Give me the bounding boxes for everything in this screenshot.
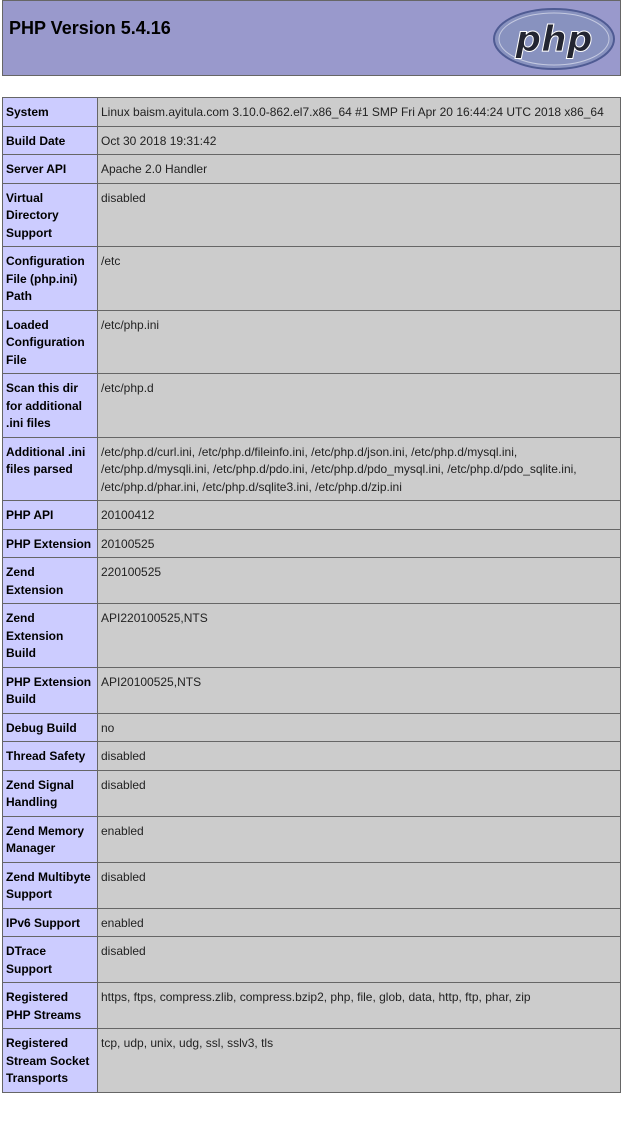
row-label: Zend Multibyte Support [3,862,98,908]
row-label: PHP API [3,501,98,530]
row-label: Zend Signal Handling [3,770,98,816]
info-row [3,437,621,501]
row-label: Zend Extension [3,558,98,604]
row-label: System [3,98,98,127]
row-value: Linux baism.ayitula.com 3.10.0-862.el7.x86_64 #1 SMP Fri Apr 20 16:44:24 UTC 2018 x86_64 [98,98,621,127]
info-row [3,742,621,771]
row-value: 20100525 [98,529,621,558]
info-row [3,501,621,530]
row-label: Zend Extension Build [3,604,98,668]
info-row [3,247,621,311]
row-value: tcp, udp, unix, udg, ssl, sslv3, tls [98,1029,621,1093]
row-label: Loaded Configuration File [3,310,98,374]
info-row [3,908,621,937]
row-value: Apache 2.0 Handler [98,155,621,184]
row-value: /etc [98,247,621,311]
info-row [3,310,621,374]
row-label: Additional .ini files parsed [3,437,98,501]
row-value: disabled [98,742,621,771]
row-value: disabled [98,937,621,983]
info-row [3,155,621,184]
info-row [3,862,621,908]
row-value: Oct 30 2018 19:31:42 [98,126,621,155]
row-value: API220100525,NTS [98,604,621,668]
row-label: Registered Stream Socket Transports [3,1029,98,1093]
info-row [3,816,621,862]
page-title: PHP Version 5.4.16 [9,18,171,38]
row-label: Build Date [3,126,98,155]
row-value: enabled [98,908,621,937]
row-label: Configuration File (php.ini) Path [3,247,98,311]
info-row [3,183,621,247]
info-row [3,983,621,1029]
row-value: disabled [98,183,621,247]
info-row [3,126,621,155]
php-logo-icon [492,7,616,71]
row-value: API20100525,NTS [98,667,621,713]
row-value: disabled [98,862,621,908]
row-value: disabled [98,770,621,816]
info-row [3,374,621,438]
row-label: Registered PHP Streams [3,983,98,1029]
row-label: Scan this dir for additional .ini files [3,374,98,438]
php-logo-text: php [515,19,593,60]
row-label: PHP Extension [3,529,98,558]
row-value: 20100412 [98,501,621,530]
row-value: https, ftps, compress.zlib, compress.bzip2, php, file, glob, data, http, ftp, phar, zip [98,983,621,1029]
row-label: IPv6 Support [3,908,98,937]
row-label: Virtual Directory Support [3,183,98,247]
info-table [2,97,621,1093]
info-row [3,667,621,713]
info-row [3,937,621,983]
row-value: /etc/php.d/curl.ini, /etc/php.d/fileinfo.ini, /etc/php.d/json.ini, /etc/php.d/mysql.ini, /etc/php.d/mysqli.ini, /etc/php.d/pdo.ini, /etc/php.d/pdo_mysql.ini, /etc/php.d/pdo_sqlite.ini, /etc/php.d/phar.ini, /etc/php.d/sqlite3.ini, /etc/php.d/zip.ini [98,437,621,501]
row-label: Zend Memory Manager [3,816,98,862]
row-value: enabled [98,816,621,862]
row-label: Server API [3,155,98,184]
row-value: no [98,713,621,742]
php-info-header [2,0,621,76]
row-label: Debug Build [3,713,98,742]
row-label: Thread Safety [3,742,98,771]
row-value: /etc/php.ini [98,310,621,374]
info-row [3,1029,621,1093]
row-value: 220100525 [98,558,621,604]
row-label: DTrace Support [3,937,98,983]
info-row [3,558,621,604]
info-row [3,770,621,816]
info-row [3,529,621,558]
row-value: /etc/php.d [98,374,621,438]
info-row [3,713,621,742]
info-row [3,98,621,127]
info-row [3,604,621,668]
row-label: PHP Extension Build [3,667,98,713]
